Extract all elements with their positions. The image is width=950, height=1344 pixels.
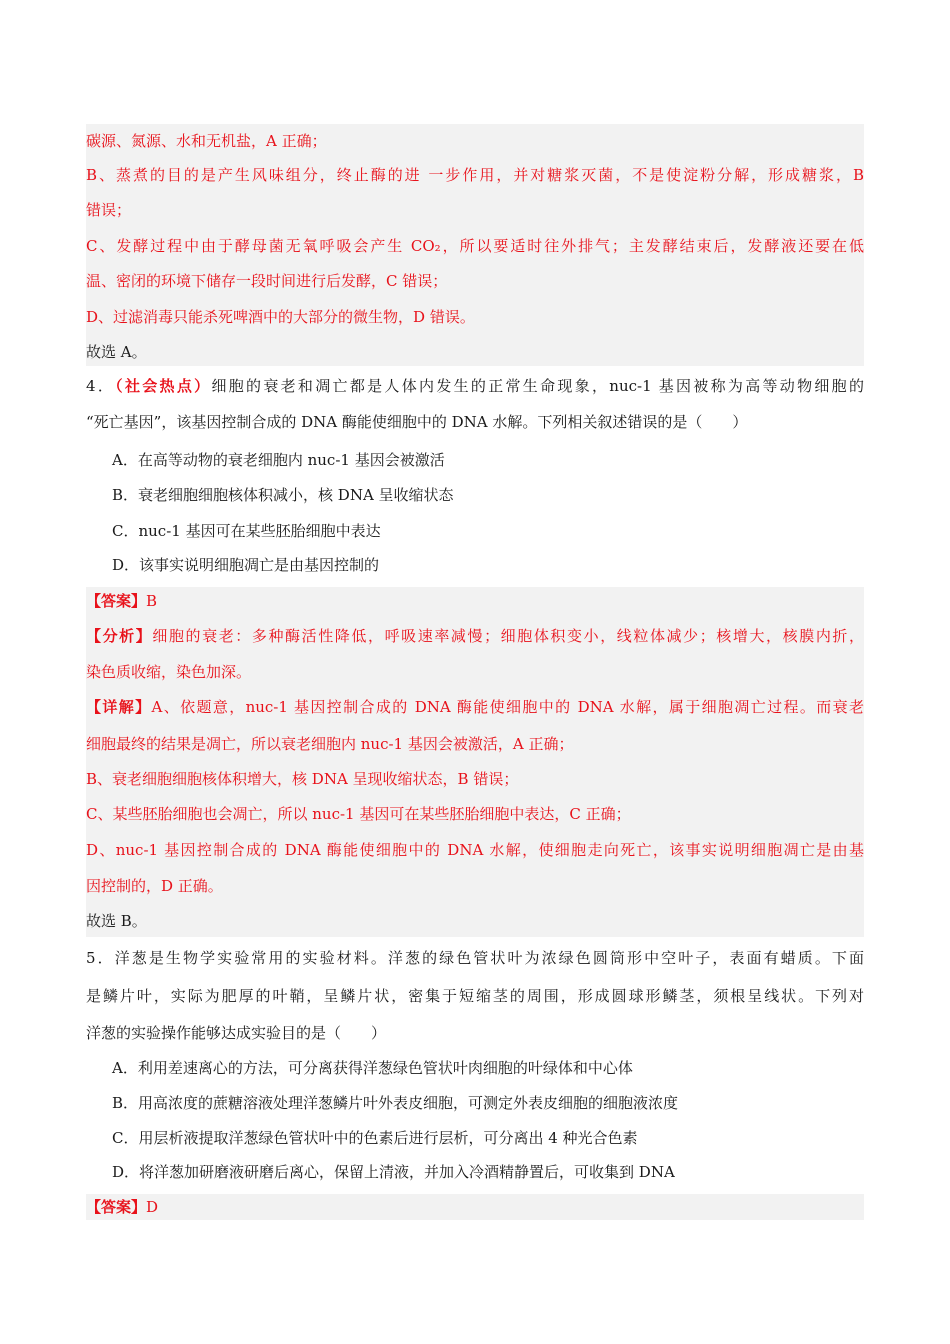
explanation-line: D、过滤消毒只能杀死啤酒中的大部分的微生物，D 错误。 [86,308,475,326]
option-d: D．该事实说明细胞凋亡是由基因控制的 [112,556,380,574]
question-5-stem-line: 洋葱的实验操作能够达成实验目的是（ ） [86,1024,387,1042]
answer-label: 【答案】 [86,592,147,610]
option-a: A．在高等动物的衰老细胞内 nuc-1 基因会被激活 [112,451,445,469]
option-b: B．衰老细胞细胞核体积减小，核 DNA 呈收缩状态 [112,486,454,504]
detail-text: A、依题意，nuc-1 基因控制合成的 DNA 酶能使细胞中的 DNA 水解，属于细胞凋亡过程。而衰老 [151,698,864,716]
explanation-line: 温、密闭的环境下储存一段时间进行后发酵，C 错误； [86,272,448,290]
question-4-stem-line [86,374,864,398]
option-c: C．nuc-1 基因可在某些胚胎细胞中表达 [112,522,381,540]
question-5-solution-block [86,1194,864,1220]
question-5-stem-line: 是鳞片叶，实际为肥厚的叶鞘，呈鳞片状，密集于短缩茎的周围，形成圆球形鳞茎，须根呈线状。下列对 [86,987,864,1005]
explanation-line: B、蒸煮的目的是产生风味组分，终止酶的进 一步作用，并对糖浆灭菌，不是使淀粉分解，形成糖浆，B [86,166,864,184]
detail-line: 因控制的，D 正确。 [86,877,223,895]
explanation-line: 错误； [86,201,132,219]
detail-line [86,695,864,719]
explanation-line: C、发酵过程中由于酵母菌无氧呼吸会产生 CO₂，所以要适时往外排气；主发酵结束后，发酵液还要在低 [86,237,864,255]
detail-label: 【详解】 [86,698,152,716]
option-a: A．利用差速离心的方法，可分离获得洋葱绿色管状叶肉细胞的叶绿体和中心体 [112,1059,633,1077]
option-c: C．用层析液提取洋葱绿色管状叶中的色素后进行层析，可分离出 4 种光合色素 [112,1129,638,1147]
previous-explanation-block [86,124,864,366]
detail-line: C、某些胚胎细胞也会凋亡，所以 nuc-1 基因可在某些胚胎细胞中表达，C 正确； [86,805,631,823]
question-number: 4． [86,377,116,395]
answer-label: 【答案】 [86,1198,147,1216]
conclusion-line: 故选 B。 [86,912,147,930]
analysis-line [86,624,864,648]
question-5 [86,946,864,1190]
analysis-text: 细胞的衰老：多种酶活性降低，呼吸速率减慢；细胞体积变小，线粒体减少；核增大，核膜内折， [152,627,864,645]
detail-line: 细胞最终的结果是凋亡，所以衰老细胞内 nuc-1 基因会被激活，A 正确； [86,735,574,753]
conclusion-line: 故选 A。 [86,343,147,361]
answer-value: D [146,1198,159,1216]
answer-value: B [146,592,158,610]
analysis-line: 染色质收缩，染色加深。 [86,663,252,681]
explanation-line: 碳源、氮源、水和无机盐，A 正确； [86,132,327,150]
hot-topic-tag: （社会热点） [115,377,212,395]
analysis-label: 【分析】 [86,627,153,645]
option-d: D．将洋葱加研磨液研磨后离心，保留上清液，并加入冷酒精静置后，可收集到 DNA [112,1163,675,1181]
question-4-stem-text: 细胞的衰老和凋亡都是人体内发生的正常生命现象，nuc-1 基因被称为高等动物细胞的 [211,377,864,395]
option-b: B．用高浓度的蔗糖溶液处理洋葱鳞片叶外表皮细胞，可测定外表皮细胞的细胞液浓度 [112,1094,679,1112]
detail-line: D、nuc-1 基因控制合成的 DNA 酶能使细胞中的 DNA 水解，使细胞走向死亡，该事实说明细胞凋亡是由基 [86,841,864,859]
question-4-stem-line: “死亡基因”，该基因控制合成的 DNA 酶能使细胞中的 DNA 水解。下列相关叙述错误的是（ ） [86,413,748,431]
question-5-stem-line: 5．洋葱是生物学实验常用的实验材料。洋葱的绿色管状叶为浓绿色圆筒形中空叶子，表面有蜡质。下面 [86,949,864,967]
answer-line [86,589,157,613]
answer-line [86,1195,158,1219]
question-4 [86,374,864,582]
question-4-solution-block [86,587,864,937]
detail-line: B、衰老细胞细胞核体积增大，核 DNA 呈现收缩状态，B 错误； [86,770,519,788]
